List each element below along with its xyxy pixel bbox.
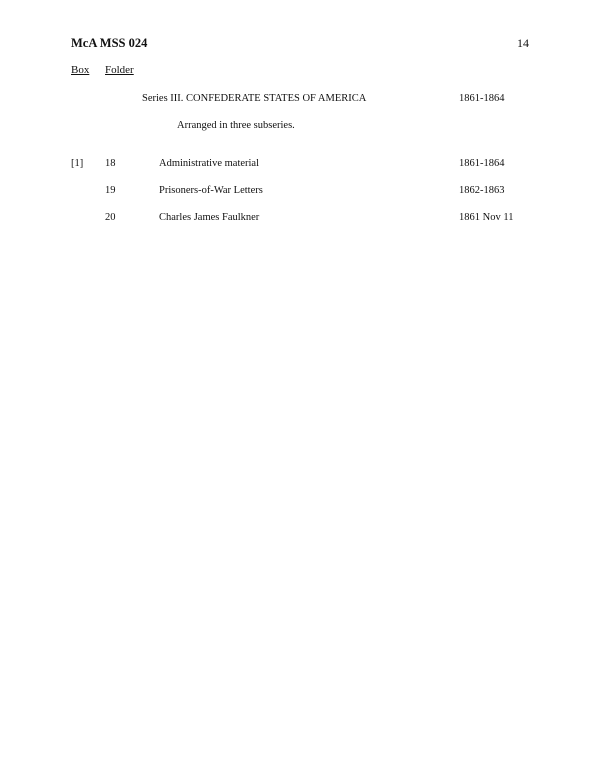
column-header-box: Box [71, 64, 90, 76]
collection-id: McA MSS 024 [71, 36, 148, 50]
row-title: Charles James Faulkner [159, 212, 260, 223]
series-note: Arranged in three subseries. [177, 120, 295, 131]
series-title: Series III. CONFEDERATE STATES OF AMERICA [142, 93, 367, 104]
row-title: Administrative material [159, 158, 260, 169]
row-folder: 18 [105, 158, 116, 169]
row-box: [1] [71, 158, 84, 169]
row-dates: 1861-1864 [459, 158, 505, 169]
row-folder: 20 [105, 212, 116, 223]
row-title: Prisoners-of-War Letters [159, 185, 263, 196]
series-dates: 1861-1864 [459, 93, 505, 104]
page-number: 14 [517, 36, 529, 50]
row-folder: 19 [105, 185, 116, 196]
row-dates: 1862-1863 [459, 185, 505, 196]
column-header-folder: Folder [105, 64, 134, 76]
row-dates: 1861 Nov 11 [459, 212, 514, 223]
